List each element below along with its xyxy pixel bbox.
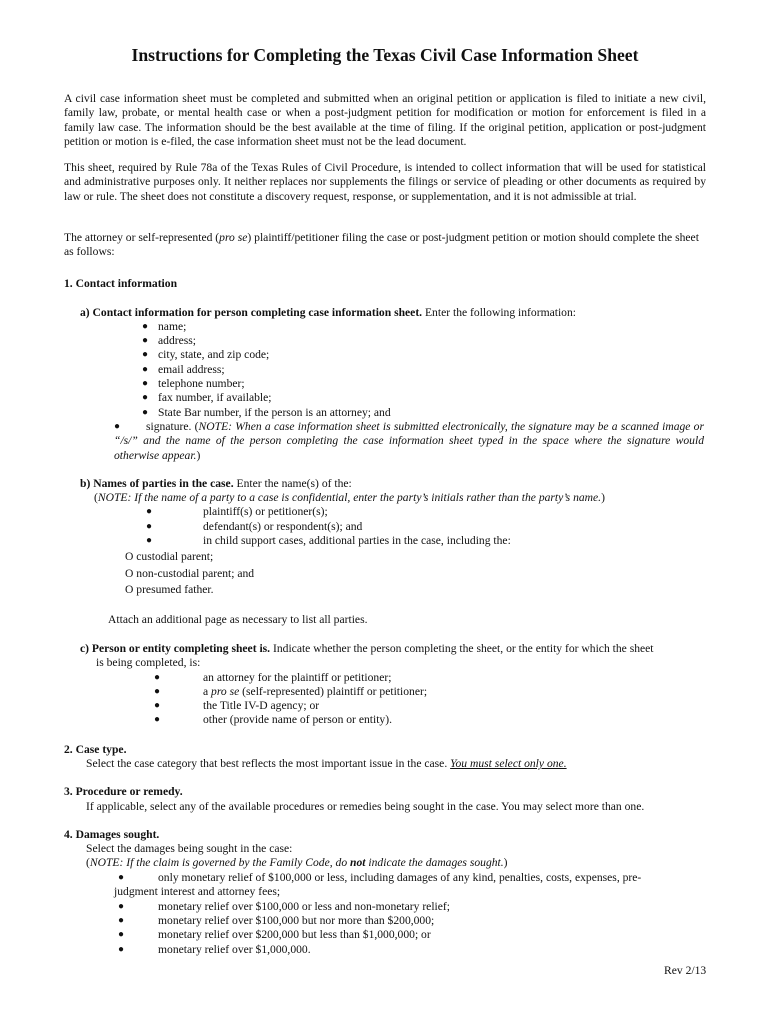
section-4-heading: 4. Damages sought.	[64, 828, 160, 841]
section-2-text: Select the case category that best reflects the most important issue in the case. You must select only one.	[86, 757, 567, 770]
section-1c-line-2: is being completed, is:	[96, 656, 201, 669]
list-item: other (provide name of person or entity).	[203, 713, 392, 726]
section-1a-line: a) Contact information for person completing case information sheet. Enter the following information:	[80, 306, 576, 319]
bullet-icon: ●	[154, 714, 161, 725]
section-2-heading: 2. Case type.	[64, 743, 127, 756]
list-item: monetary relief over $200,000 but less than $1,000,000; or	[158, 928, 431, 941]
signature-item: signature. (NOTE: When a case information sheet is submitted electronically, the signature may be a scanned image or “/s/” and the name of the person completing the case information sheet typed in the space where the signature would otherwise appear.)	[114, 420, 704, 462]
list-item: city, state, and zip code;	[158, 348, 270, 361]
section-1b-line: b) Names of parties in the case. Enter the name(s) of the:	[80, 477, 352, 490]
intro-paragraph-2: This sheet, required by Rule 78a of the Texas Rules of Civil Procedure, is intended to collect information that will be used for statistical and administrative purposes only. It neither replaces nor supplements the filings or service of pleading or other documents as required by law or rule. The sheet does not constitute a discovery request, response, or supplementation, and it is not admissible at trial.	[64, 161, 706, 203]
list-item: monetary relief over $1,000,000.	[158, 943, 311, 956]
attach-note: Attach an additional page as necessary to list all parties.	[108, 613, 368, 626]
list-item: the Title IV-D agency; or	[203, 699, 320, 712]
sub-list-item: O custodial parent;	[125, 550, 214, 563]
bullet-icon: ●	[142, 349, 149, 360]
bullet-icon: ●	[142, 392, 149, 403]
bullet-icon: ●	[146, 521, 153, 532]
section-1c-line: c) Person or entity completing sheet is. Indicate whether the person completing the sheet, or the entity for which the sheet	[80, 642, 654, 655]
bullet-icon: ●	[142, 378, 149, 389]
section-1b-note: (NOTE: If the name of a party to a case is confidential, enter the party’s initials rather than the party’s name.)	[94, 491, 605, 504]
section-4-note: (NOTE: If the claim is governed by the Family Code, do not indicate the damages sought.)	[86, 856, 508, 869]
bullet-icon: ●	[118, 929, 125, 940]
list-item: monetary relief over $100,000 or less and non-monetary relief;	[158, 900, 451, 913]
bullet-icon: ●	[142, 364, 149, 375]
list-item: plaintiff(s) or petitioner(s);	[203, 505, 328, 518]
revision-label: Rev 2/13	[664, 964, 707, 977]
bullet-icon: ●	[114, 421, 121, 432]
list-item: monetary relief over $100,000 but nor more than $200,000;	[158, 914, 435, 927]
list-item: fax number, if available;	[158, 391, 272, 404]
page-title: Instructions for Completing the Texas Civil Case Information Sheet	[131, 45, 639, 65]
bullet-icon: ●	[142, 321, 149, 332]
list-item: an attorney for the plaintiff or petitioner;	[203, 671, 392, 684]
bullet-icon: ●	[118, 944, 125, 955]
list-item-continued: judgment interest and attorney fees;	[114, 885, 281, 898]
list-item: a pro se (self-represented) plaintiff or petitioner;	[203, 685, 428, 698]
bullet-icon: ●	[118, 915, 125, 926]
bullet-icon: ●	[118, 872, 125, 883]
intro-paragraph-1: A civil case information sheet must be completed and submitted when an original petition or application is filed to initiate a new civil, family law, probate, or mental health case or when a post-judgment petition for modification or motion for enforcement is filed in a family law case. The information should be the best available at the time of filing. If the original petition, application or post-judgment petition or motion is e-filed, the case information sheet must not be the lead document.	[64, 92, 706, 149]
list-item: email address;	[158, 363, 225, 376]
bullet-icon: ●	[154, 672, 161, 683]
sub-list-item: O non-custodial parent; and	[125, 567, 255, 580]
list-item: State Bar number, if the person is an attorney; and	[158, 406, 391, 419]
bullet-icon: ●	[142, 335, 149, 346]
list-item: defendant(s) or respondent(s); and	[203, 520, 363, 533]
filer-intro: The attorney or self-represented (pro se) plaintiff/petitioner filing the case or post-judgment petition or motion should complete the sheet as follows:	[64, 231, 699, 259]
section-3-text: If applicable, select any of the available procedures or remedies being sought in the case. You may select more than one.	[86, 800, 645, 813]
list-item: address;	[158, 334, 196, 347]
section-1-heading: 1. Contact information	[64, 277, 178, 290]
bullet-icon: ●	[154, 686, 161, 697]
list-item: name;	[158, 320, 187, 333]
bullet-icon: ●	[146, 506, 153, 517]
bullet-icon: ●	[118, 901, 125, 912]
list-item: in child support cases, additional parties in the case, including the:	[203, 534, 511, 547]
list-item: only monetary relief of $100,000 or less, including damages of any kind, penalties, costs, expenses, pre-	[158, 871, 642, 884]
bullet-icon: ●	[154, 700, 161, 711]
section-4-text: Select the damages being sought in the case:	[86, 842, 293, 855]
section-3-heading: 3. Procedure or remedy.	[64, 785, 183, 798]
sub-list-item: O presumed father.	[125, 583, 214, 596]
bullet-icon: ●	[146, 535, 153, 546]
bullet-icon: ●	[142, 407, 149, 418]
list-item: telephone number;	[158, 377, 245, 390]
